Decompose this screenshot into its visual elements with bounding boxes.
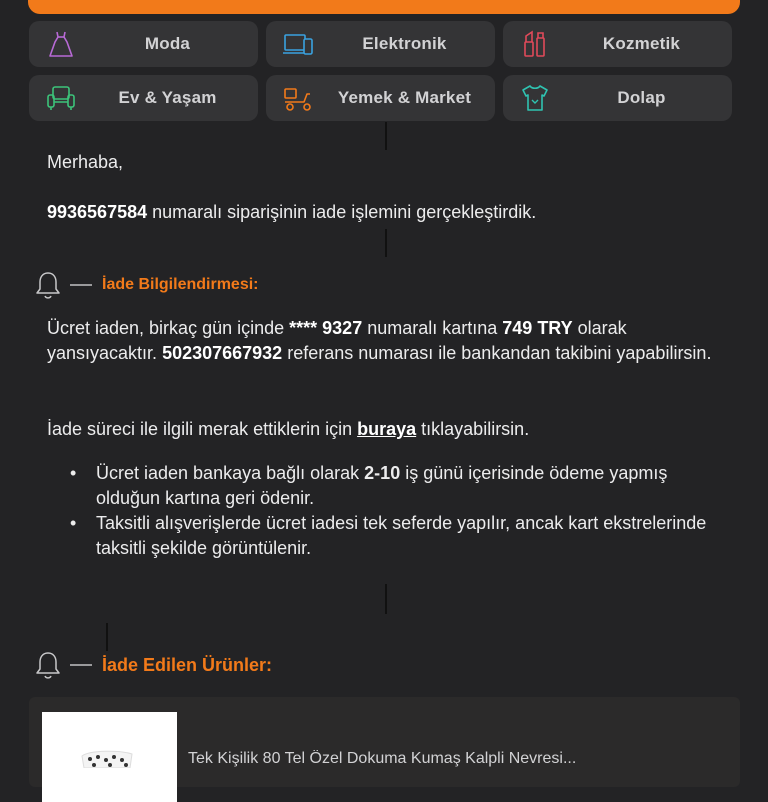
refund-paragraph [47,316,717,366]
category-kozmetik-button[interactable] [503,21,732,67]
product-card[interactable] [29,697,740,787]
category-row [29,21,740,67]
refund-text: numaralı kartına [362,318,503,338]
returned-products-header [34,650,272,680]
category-grid [29,21,740,129]
returned-products-title: İade Edilen Ürünler: [102,654,273,675]
info-text: İade süreci ile ilgili merak ettiklerin için [47,419,358,439]
armchair-icon [45,82,77,114]
dress-icon [45,28,77,60]
category-moda-button[interactable] [29,21,258,67]
greeting-text: Merhaba, [47,152,124,172]
order-number: 9936567584 [47,202,148,222]
product-thumbnail[interactable] [42,712,177,802]
category-label: Elektronik [362,34,447,53]
refund-info-header [34,270,258,300]
tshirt-icon [519,82,551,114]
category-elektronik-button[interactable] [266,21,495,67]
bell-icon [34,270,62,300]
category-label: Yemek & Market [337,88,472,107]
bullet-text: Taksitli alışverişlerde ücret iadesi tek seferde yapılır, ancak kart ekstrelerinde taksitli şekilde görüntülenir. [96,513,707,558]
top-banner [28,0,740,14]
refund-amount: 749 TRY [502,318,573,338]
laptop-phone-icon [282,28,314,60]
refund-info-link[interactable]: buraya [357,419,417,439]
section-dash [70,284,92,286]
refund-info-title: İade Bilgilendirmesi: [102,276,259,293]
category-label: Kozmetik [602,34,681,53]
bullet-text: iş günü içerisinde ödeme yapmış olduğun kartına geri ödenir. [96,463,668,508]
reference-number: 502307667932 [162,343,283,363]
refund-text: olarak yansıyacaktır. [47,318,627,363]
divider-line [106,623,108,651]
list-item [70,461,710,511]
order-message [47,200,536,225]
divider-line [385,122,387,150]
product-image [42,712,177,768]
category-label: Ev & Yaşam [118,88,217,107]
business-days: 2-10 [364,463,401,483]
info-paragraph [47,417,717,442]
order-message-text: numaralı siparişinin iade işlemini gerçekleştirdik. [147,202,537,222]
refund-text: referans numarası ile bankandan takibini yapabilirsin. [282,343,712,363]
refund-text: Ücret iaden, birkaç gün içinde [47,318,290,338]
list-item [70,511,710,561]
category-label: Dolap [617,88,666,107]
bell-icon [34,650,62,680]
category-dolap-button[interactable] [503,75,732,121]
category-label: Moda [144,34,191,53]
divider-line [385,229,387,257]
lipstick-icon [519,28,551,60]
info-text: tıklayabilirsin. [416,419,530,439]
product-name[interactable]: Tek Kişilik 80 Tel Özel Dokuma Kumaş Kalpli Nevresi... [188,750,577,767]
scooter-icon [282,82,314,114]
refund-bullet-list [70,461,710,561]
category-yemek-market-button[interactable] [266,75,495,121]
category-row [29,75,740,121]
bullet-text: Ücret iaden bankaya bağlı olarak [96,463,365,483]
category-ev-yasam-button[interactable] [29,75,258,121]
card-number: **** 9327 [289,318,363,338]
divider-line [385,584,387,614]
section-dash [70,664,92,666]
